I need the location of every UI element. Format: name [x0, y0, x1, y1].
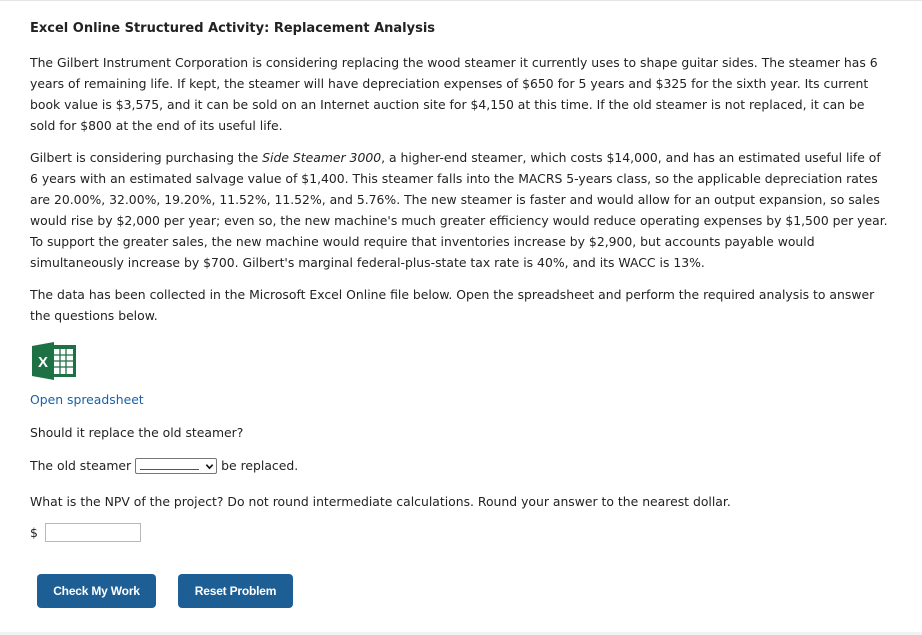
paragraph-new-steamer-start: Gilbert is considering purchasing the	[30, 150, 263, 165]
paragraph-new-steamer	[30, 147, 890, 273]
activity-title: Excel Online Structured Activity: Replacement Analysis	[30, 21, 436, 36]
chevron-down-icon	[205, 462, 214, 471]
npv-input[interactable]	[45, 523, 141, 542]
action-buttons	[37, 574, 293, 608]
question-npv: What is the NPV of the project? Do not round intermediate calculations. Round your answer to the nearest dollar.	[30, 494, 731, 509]
dropdown-value	[140, 468, 199, 470]
replace-dropdown[interactable]	[135, 458, 217, 474]
paragraph-old-steamer: The Gilbert Instrument Corporation is considering replacing the wood steamer it currently uses to shape guitar sides. The steamer has 6 years of remaining life. If kept, the steamer will have depreciation expenses of $650 for 5 years and $325 for the sixth year. Its current book value is $3,575, and it can be sold on an Internet auction site for $4,150 at this time. If the old steamer is not replaced, it can be sold for $800 at the end of its useful life.	[30, 55, 878, 133]
question-replace: Should it replace the old steamer?	[30, 425, 244, 440]
answer-suffix: be replaced.	[221, 458, 299, 473]
check-my-work-button[interactable]: Check My Work	[37, 574, 156, 608]
answer-prefix: The old steamer	[30, 458, 132, 473]
npv-answer-line	[30, 523, 890, 542]
svg-text:X: X	[37, 354, 49, 371]
activity-content	[30, 18, 890, 542]
open-spreadsheet-link[interactable]: Open spreadsheet	[30, 392, 144, 407]
reset-problem-button[interactable]: Reset Problem	[178, 574, 293, 608]
excel-icon[interactable]	[30, 341, 76, 381]
replace-answer-line	[30, 455, 890, 477]
spreadsheet-block	[30, 341, 890, 409]
product-name: Side Steamer 3000	[262, 150, 382, 165]
currency-symbol: $	[30, 525, 38, 540]
paragraph-new-steamer-rest: , a higher-end steamer, which costs $14,000, and has an estimated useful life of 6 years with an estimated salvage value of $1,400. This steamer falls into the MACRS 5-years class, so the applicable depreciation rates are 20.00%, 32.00%, 19.20%, 11.52%, 11.52%, and 5.76%. The new steamer is faster and would allow for an output expansion, so sales would rise by $2,000 per year; even so, the new machine's much greater efficiency would reduce operating expenses by $1,500 per year. To support the greater sales, the new machine would require that inventories increase by $2,900, but accounts payable would simultaneously increase by $700. Gilbert's marginal federal-plus-state tax rate is 40%, and its WACC is 13%.	[30, 150, 888, 270]
top-rule	[0, 0, 922, 1]
paragraph-instructions: The data has been collected in the Microsoft Excel Online file below. Open the spreadsheet and perform the required analysis to answer the questions below.	[30, 287, 875, 323]
